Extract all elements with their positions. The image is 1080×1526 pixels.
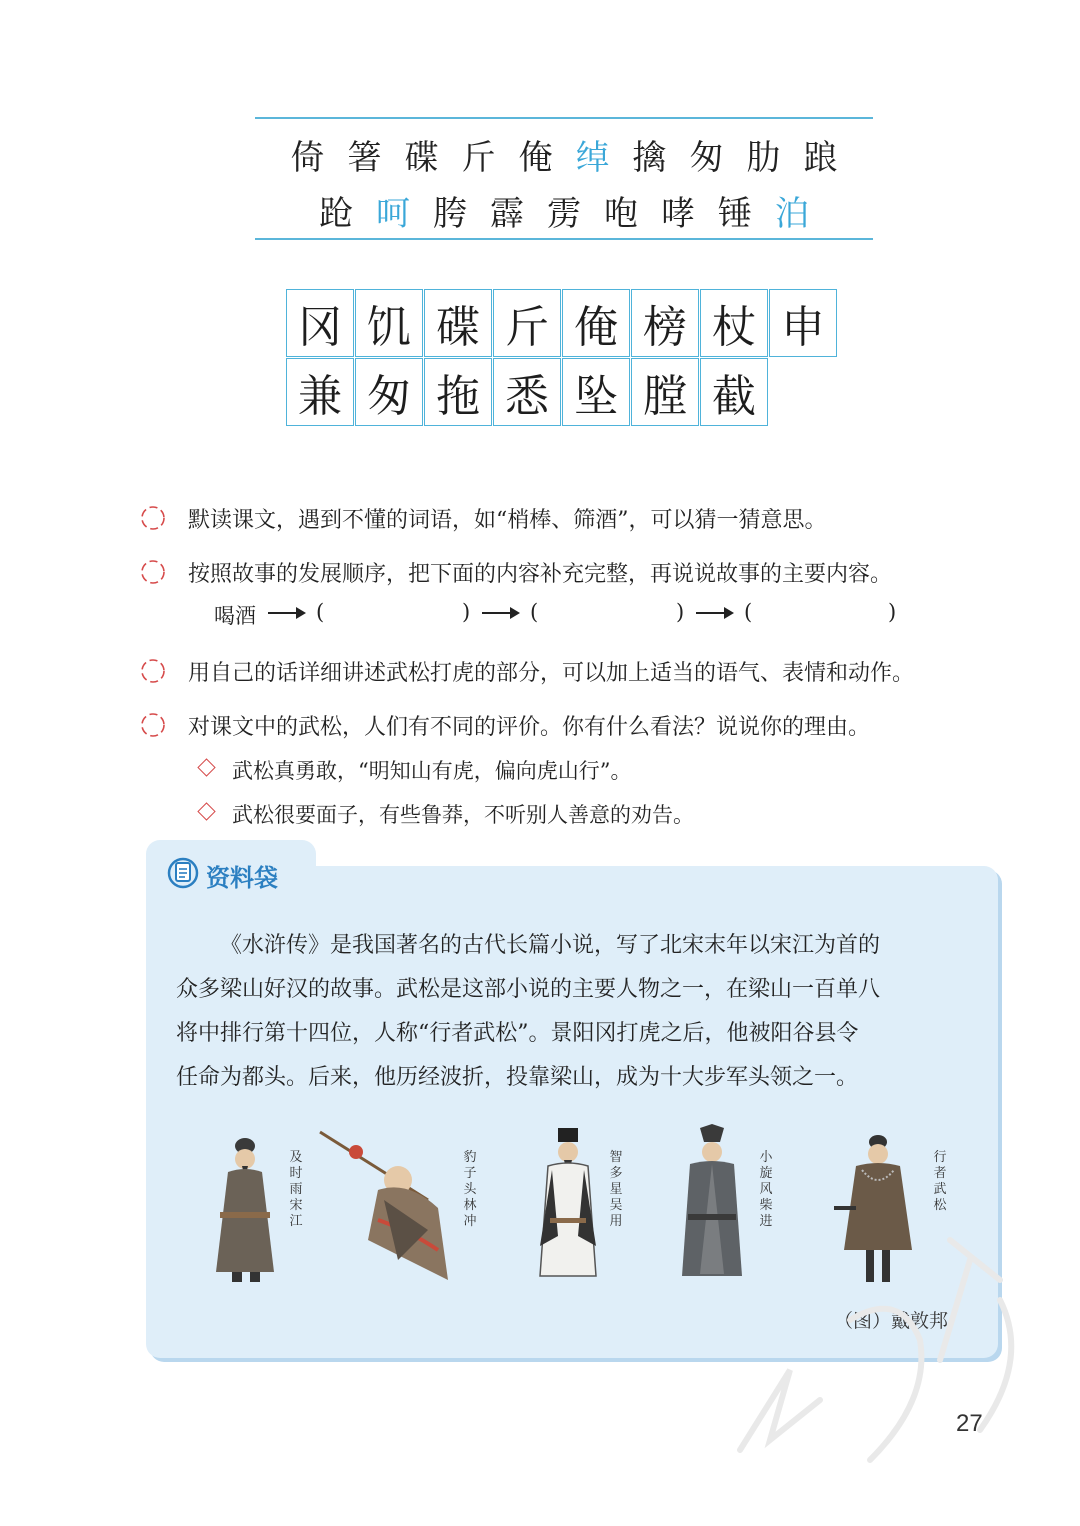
writing-cell: 申 bbox=[769, 289, 837, 357]
recognize-char: 匆 bbox=[689, 138, 724, 178]
diamond-bullet-icon bbox=[197, 802, 215, 820]
exercise-text: 按照故事的发展顺序，把下面的内容补充完整，再说说故事的主要内容。 bbox=[188, 562, 893, 587]
arrow-icon bbox=[696, 612, 732, 614]
writing-cell: 截 bbox=[700, 358, 768, 426]
writing-cell: 饥 bbox=[355, 289, 423, 357]
recognize-char: 踉 bbox=[803, 138, 838, 178]
blank-open: ( bbox=[744, 600, 753, 624]
writing-cell: 膛 bbox=[631, 358, 699, 426]
diamond-bullet-icon bbox=[197, 758, 215, 776]
top-rule bbox=[255, 117, 873, 119]
exercise-marker-icon bbox=[140, 658, 166, 684]
writing-cell: 碟 bbox=[424, 289, 492, 357]
arrow-icon bbox=[268, 612, 304, 614]
writing-cell: 俺 bbox=[562, 289, 630, 357]
recognize-char: 倚 bbox=[290, 138, 325, 178]
exercise-text: 用自己的话详细讲述武松打虎的部分，可以加上适当的语气、表情和动作。 bbox=[188, 661, 915, 686]
exercise-marker-icon bbox=[140, 505, 166, 531]
info-line: 任命为都头。后来，他历经波折，投靠梁山，成为十大步军头领之一。 bbox=[176, 1065, 859, 1090]
blank-open: ( bbox=[530, 600, 539, 624]
recognize-char: 碟 bbox=[404, 138, 439, 178]
figure-label: 智多星吴用 bbox=[609, 1150, 623, 1229]
notebook-icon bbox=[166, 854, 200, 890]
writing-cell: 拖 bbox=[424, 358, 492, 426]
writing-cell: 斤 bbox=[493, 289, 561, 357]
recognize-char: 呵 bbox=[376, 194, 410, 234]
writing-cell: 杖 bbox=[700, 289, 768, 357]
info-line: 将中排行第十四位，人称“行者武松”。景阳冈打虎之后，他被阳谷县令 bbox=[176, 1021, 859, 1046]
watermark-image bbox=[700, 1200, 1060, 1500]
recognize-char: 锤 bbox=[718, 194, 752, 234]
figure-label: 及时雨宋江 bbox=[289, 1150, 303, 1229]
recognize-char: 跄 bbox=[319, 194, 353, 234]
image-credit: （图）戴敦邦 bbox=[834, 1310, 949, 1332]
blank-close: ) bbox=[676, 600, 685, 624]
writing-cell: 榜 bbox=[631, 289, 699, 357]
recognize-char: 绰 bbox=[575, 138, 610, 178]
writing-cell: 兼 bbox=[286, 358, 354, 426]
exercise-text: 对课文中的武松，人们有不同的评价。你有什么看法？说说你的理由。 bbox=[188, 715, 871, 740]
figure-wu-yong-image bbox=[530, 1126, 606, 1290]
exercise-marker-icon bbox=[140, 559, 166, 585]
recognize-char: 箸 bbox=[347, 138, 382, 178]
recognize-char: 霹 bbox=[490, 194, 524, 234]
info-line: 众多梁山好汉的故事。武松是这部小说的主要人物之一，在梁山一百单八 bbox=[176, 977, 881, 1002]
recognize-char: 咆 bbox=[604, 194, 638, 234]
bottom-rule bbox=[255, 238, 873, 240]
page-number: 27 bbox=[956, 1410, 983, 1437]
info-label: 资料袋 bbox=[206, 864, 278, 892]
recognize-row-1 bbox=[255, 130, 873, 179]
recognize-char: 雳 bbox=[547, 194, 581, 234]
figure-label: 小旋风柴进 bbox=[759, 1150, 773, 1229]
recognize-char: 俺 bbox=[518, 138, 553, 178]
recognize-char: 胯 bbox=[433, 194, 467, 234]
opinion-text: 武松真勇敢，“明知山有虎，偏向虎山行”。 bbox=[232, 759, 632, 783]
writing-cell: 匆 bbox=[355, 358, 423, 426]
exercise-text: 默读课文，遇到不懂的词语，如“梢棒、筛酒”，可以猜一猜意思。 bbox=[188, 508, 827, 533]
recognize-char: 泊 bbox=[775, 194, 809, 234]
opinion-text: 武松很要面子，有些鲁莽，不听别人善意的劝告。 bbox=[232, 803, 694, 827]
sequence-start: 喝酒 bbox=[214, 604, 256, 628]
arrow-icon bbox=[482, 612, 518, 614]
writing-cell: 冈 bbox=[286, 289, 354, 357]
info-paragraph bbox=[176, 924, 966, 1100]
recognize-char: 肋 bbox=[746, 138, 781, 178]
blank-close: ) bbox=[888, 600, 897, 624]
recognize-char: 斤 bbox=[461, 138, 496, 178]
recognize-row-2 bbox=[255, 186, 873, 235]
figure-label: 行者武松 bbox=[933, 1150, 947, 1213]
info-line: 《水浒传》是我国著名的古代长篇小说，写了北宋末年以宋江为首的 bbox=[220, 933, 881, 958]
blank-close: ) bbox=[462, 600, 471, 624]
exercise-marker-icon bbox=[140, 712, 166, 738]
blank-open: ( bbox=[316, 600, 325, 624]
figure-lin-chong-image bbox=[318, 1130, 462, 1286]
writing-cell: 悉 bbox=[493, 358, 561, 426]
figure-song-jiang-image bbox=[204, 1132, 286, 1288]
writing-cell: 坠 bbox=[562, 358, 630, 426]
recognize-char: 擒 bbox=[632, 138, 667, 178]
recognize-char: 哮 bbox=[661, 194, 695, 234]
figure-label: 豹子头林冲 bbox=[463, 1150, 477, 1229]
